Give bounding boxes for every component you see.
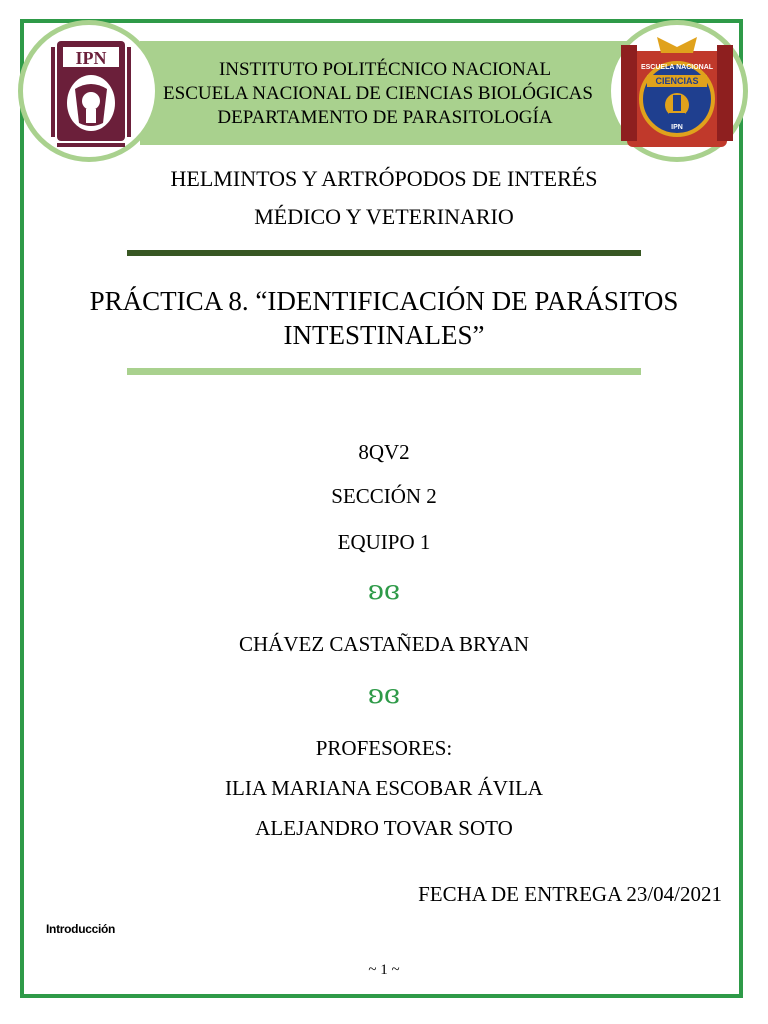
ornament-1: ʚɞ (368, 576, 400, 606)
course-line-1: HELMINTOS Y ARTRÓPODOS DE INTERÉS (170, 166, 598, 191)
course-line-2: MÉDICO Y VETERINARIO (254, 204, 514, 229)
svg-text:ESCUELA NACIONAL: ESCUELA NACIONAL (640, 64, 714, 71)
header-text (140, 58, 630, 130)
ipn-logo-icon (23, 25, 155, 157)
professors-label: PROFESORES: (315, 736, 453, 760)
section: SECCIÓN 2 (331, 484, 437, 508)
practice-title-line-2: INTESTINALES” (283, 320, 485, 350)
team: EQUIPO 1 (337, 530, 431, 554)
svg-text:IPN: IPN (671, 124, 683, 131)
practice-title-line-1: PRÁCTICA 8. “IDENTIFICACIÓN DE PARÁSITOS (89, 286, 679, 316)
svg-text:IPN: IPN (75, 48, 107, 68)
ornament-2: ʚɞ (368, 680, 400, 710)
institution-name: INSTITUTO POLITÉCNICO NACIONAL (218, 59, 552, 80)
student-name: CHÁVEZ CASTAÑEDA BRYAN (238, 632, 529, 656)
divider-dark (127, 250, 641, 256)
group-code: 8QV2 (358, 440, 410, 464)
section-heading: Introducción (46, 922, 116, 936)
delivery-date: FECHA DE ENTREGA 23/04/2021 (418, 882, 722, 906)
encb-logo (606, 20, 748, 162)
professor-name-2: ALEJANDRO TOVAR SOTO (255, 816, 513, 840)
encb-logo-icon (611, 25, 743, 157)
school-name: ESCUELA NACIONAL DE CIENCIAS BIOLÓGICAS (163, 83, 593, 104)
page-number: ~ 1 ~ (368, 962, 400, 978)
ipn-logo (18, 20, 160, 162)
svg-text:CIENCIAS: CIENCIAS (655, 76, 699, 86)
professor-name-1: ILIA MARIANA ESCOBAR ÁVILA (225, 776, 543, 800)
department-name: DEPARTAMENTO DE PARASITOLOGÍA (217, 107, 553, 128)
divider-light (127, 368, 641, 375)
